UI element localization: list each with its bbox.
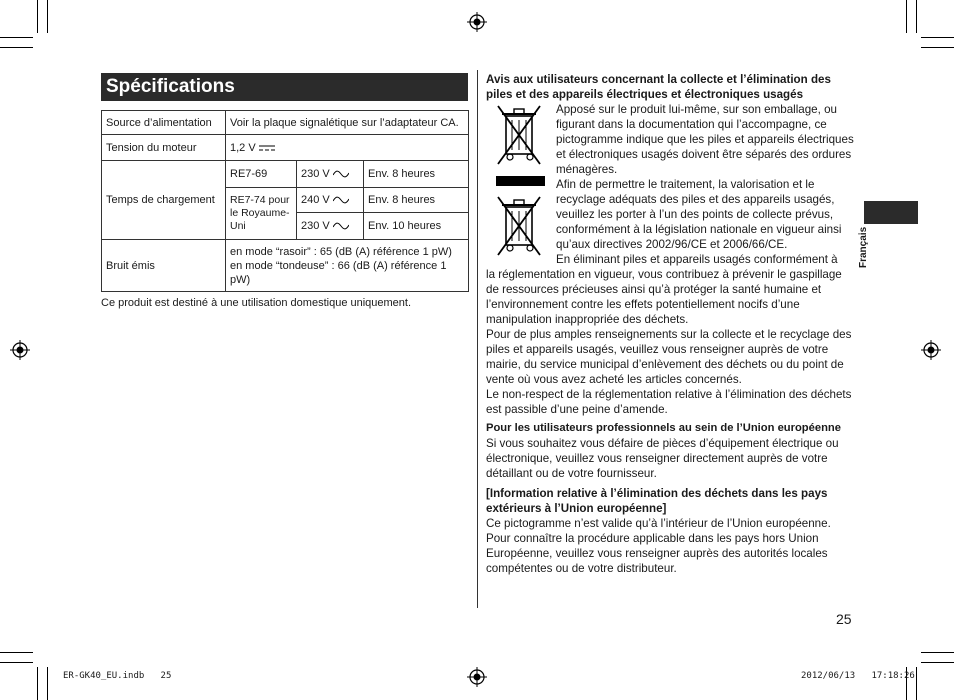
charging-time-label: Temps de chargement bbox=[102, 161, 226, 240]
charging-time-cell: Env. 10 heures bbox=[364, 213, 469, 240]
charging-voltage-cell bbox=[297, 213, 364, 240]
usage-note: Ce produit est destiné à une utilisation domestique uniquement. bbox=[101, 297, 412, 309]
noise-value-trimmer: en mode “tondeuse” : 66 (dB (A) référence 1 pW) bbox=[230, 259, 447, 286]
crop-mark bbox=[37, 0, 38, 33]
disposal-paragraph-1: Apposé sur le produit lui-même, sur son emballage, ou figurant dans la documentation qui l’accompagne, ce pictogramme indique que les piles et appareils électriques et électroniques usagés doivent être séparés des ordures ménagères. bbox=[556, 103, 854, 176]
ac-symbol-icon bbox=[333, 170, 349, 178]
business-users-paragraph: Si vous souhaitez vous défaire de pièces d’équipement électrique ou électronique, veuillez vous renseigner directement auprès de votre détaillant ou de votre fournisseur. bbox=[486, 437, 839, 480]
disposal-paragraph-5: Le non-respect de la réglementation relative à l’élimination des déchets est passible d’une peine d’amende. bbox=[486, 388, 852, 416]
disposal-heading: Avis aux utilisateurs concernant la collecte et l’élimination des piles et des appareils électriques et électroniques usagés bbox=[486, 73, 831, 101]
crossed-bin-icon bbox=[492, 102, 546, 166]
ac-symbol-icon bbox=[333, 196, 349, 204]
motor-voltage-label: Tension du moteur bbox=[102, 135, 226, 161]
charging-model-cell: RE7-74 pour le Royaume-Uni bbox=[226, 188, 297, 240]
charging-voltage-value: 240 V bbox=[301, 194, 330, 206]
dc-symbol-icon bbox=[259, 144, 275, 152]
crop-mark bbox=[916, 0, 917, 33]
crop-mark bbox=[921, 652, 954, 653]
charging-voltage-cell bbox=[297, 161, 364, 188]
disposal-paragraph-4: Pour de plus amples renseignements sur la collecte et le recyclage des piles et appareils usagés, veuillez vous renseigner auprès de votre mairie, du service municipal d’enlèvement des déchets ou du point de vente où vous avez acheté les articles concernés. bbox=[486, 328, 852, 386]
non-eu-heading: [Information relative à l’élimination des déchets dans les pays extérieurs à l’Union européenne] bbox=[486, 487, 828, 515]
footer-filename: ER-GK40_EU.indb 25 bbox=[63, 671, 172, 681]
page-number: 25 bbox=[836, 611, 852, 627]
non-eu-paragraph: Ce pictogramme n’est valide qu’à l’intérieur de l’Union européenne. Pour connaître la procédure applicable dans les pays hors Union Européenne, veuillez vous renseigner auprès des autorités locales compétentes ou de votre distributeur. bbox=[486, 517, 831, 575]
column-divider bbox=[477, 70, 478, 608]
ac-symbol-icon bbox=[333, 222, 349, 230]
crop-mark bbox=[921, 662, 954, 663]
crop-mark bbox=[916, 667, 917, 700]
crop-mark bbox=[0, 37, 33, 38]
crop-mark bbox=[47, 0, 48, 33]
charging-voltage-cell bbox=[297, 188, 364, 213]
power-source-label: Source d’alimentation bbox=[102, 111, 226, 135]
motor-voltage-value: 1,2 V bbox=[230, 141, 256, 154]
noise-value-shaver: en mode “rasoir” : 65 (dB (A) référence 1 pW) bbox=[230, 245, 452, 258]
registration-mark-icon bbox=[467, 667, 487, 687]
business-users-heading: Pour les utilisateurs professionnels au sein de l’Union européenne bbox=[486, 422, 841, 434]
crop-mark bbox=[37, 667, 38, 700]
disposal-paragraph-3: la réglementation en vigueur, vous contribuez à prévenir le gaspillage de ressources précieuses ainsi qu’à protéger la santé humaine et l’environnement contre les effets potentiellement nocifs d’une manipulation inappropriée des déchets. bbox=[486, 268, 842, 326]
noise-value-cell bbox=[226, 240, 469, 292]
charging-model-cell: RE7-69 bbox=[226, 161, 297, 188]
footer-timestamp: 2012/06/13 17:18:26 bbox=[801, 671, 915, 681]
power-source-value: Voir la plaque signalétique sur l’adaptateur CA. bbox=[226, 111, 469, 135]
specifications-table bbox=[101, 110, 469, 292]
crop-mark bbox=[0, 652, 33, 653]
black-bar bbox=[496, 176, 545, 186]
crop-mark bbox=[921, 47, 954, 48]
crossed-bin-icon bbox=[492, 193, 546, 257]
noise-label: Bruit émis bbox=[102, 240, 226, 292]
disposal-paragraph-2: Afin de permettre le traitement, la valorisation et le recyclage adéquats des piles et des appareils usagés, veuillez les porter à l’un des points de collecte prévus, conformément à la législation nationale en vigueur ainsi qu’aux directives 2002/96/CE et 2006/66/CE. bbox=[556, 178, 842, 251]
charging-voltage-value: 230 V bbox=[301, 220, 330, 232]
language-tab bbox=[864, 201, 918, 224]
motor-voltage-cell bbox=[226, 135, 469, 161]
registration-mark-icon bbox=[10, 340, 30, 360]
crop-mark bbox=[906, 0, 907, 33]
section-title: Spécifications bbox=[101, 73, 468, 101]
crop-mark bbox=[921, 37, 954, 38]
charging-time-cell: Env. 8 heures bbox=[364, 188, 469, 213]
charging-voltage-value: 230 V bbox=[301, 168, 330, 180]
crop-mark bbox=[0, 47, 33, 48]
registration-mark-icon bbox=[467, 12, 487, 32]
crop-mark bbox=[0, 662, 33, 663]
crop-mark bbox=[47, 667, 48, 700]
language-label: Français bbox=[858, 226, 869, 268]
charging-time-cell: Env. 8 heures bbox=[364, 161, 469, 188]
disposal-paragraph-3-start: En éliminant piles et appareils usagés conformément à bbox=[556, 253, 838, 266]
registration-mark-icon bbox=[921, 340, 941, 360]
